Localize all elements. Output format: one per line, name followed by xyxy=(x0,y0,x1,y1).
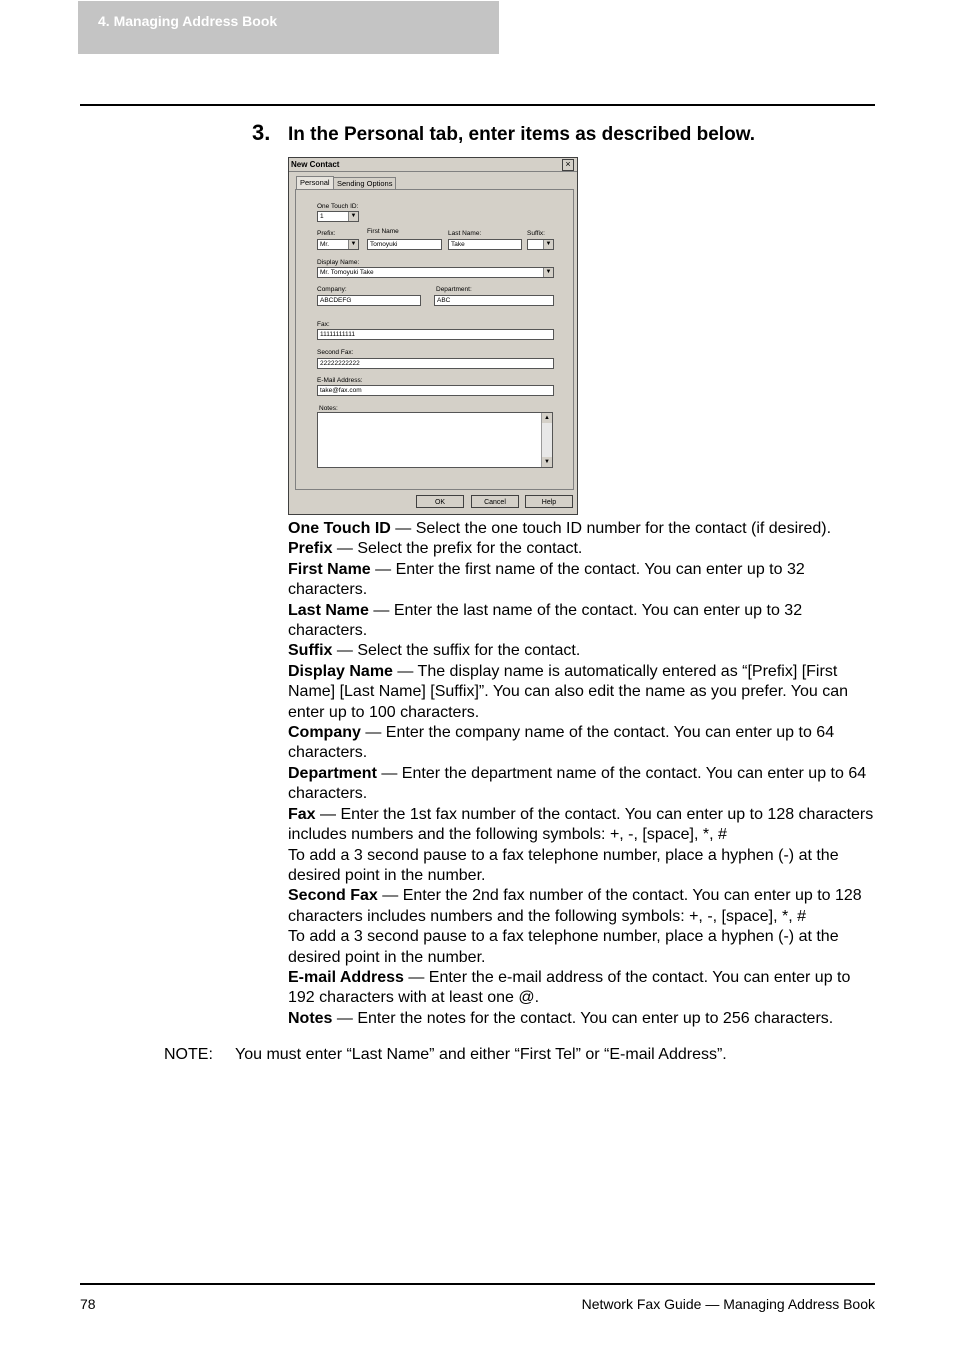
first-name-field[interactable]: Tomoyuki xyxy=(367,239,442,250)
department-field[interactable]: ABC xyxy=(434,295,554,306)
display-name-select[interactable] xyxy=(317,267,554,278)
suffix-label: Suffix: xyxy=(527,230,545,237)
desc-prefix: Prefix — Select the prefix for the contact. xyxy=(288,540,583,558)
desc-suffix: Suffix — Select the suffix for the contact. xyxy=(288,642,581,660)
footer-title: Network Fax Guide — Managing Address Book xyxy=(581,1296,875,1312)
one-touch-id-label: One Touch ID: xyxy=(317,203,359,210)
company-field[interactable]: ABCDEFG xyxy=(317,295,421,306)
desc-one-touch-id: One Touch ID — Select the one touch ID number for the contact (if desired). xyxy=(288,520,832,537)
second-fax-field[interactable]: 22222222222 xyxy=(317,358,554,369)
close-icon[interactable]: × xyxy=(562,159,574,171)
display-name-value: Mr. Tomoyuki Take xyxy=(320,269,374,276)
page-number: 78 xyxy=(80,1296,96,1312)
scroll-down-icon[interactable]: ▼ xyxy=(542,457,552,467)
last-name-label: Last Name: xyxy=(448,230,482,237)
ok-button[interactable]: OK xyxy=(416,495,464,508)
dialog-title: New Contact xyxy=(291,160,340,169)
last-name-field[interactable]: Take xyxy=(448,239,522,250)
help-button[interactable]: Help xyxy=(525,495,573,508)
chevron-down-icon[interactable]: ▼ xyxy=(348,212,358,221)
notes-label: Notes: xyxy=(319,405,338,412)
cancel-button[interactable]: Cancel xyxy=(471,495,519,508)
one-touch-id-value: 1 xyxy=(320,213,324,220)
new-contact-dialog xyxy=(288,157,578,515)
desc-second-fax: Second Fax — Enter the 2nd fax number of the contact. You can enter up to 128 characters includes numbers and the following symbols: +, -, [space], *, # xyxy=(288,887,862,925)
fax-label: Fax: xyxy=(317,321,330,328)
tab-personal[interactable]: Personal xyxy=(296,176,334,191)
desc-last-name: Last Name — Enter the last name of the contact. You can enter up to 32 characters. xyxy=(288,601,803,640)
note-text: You must enter “Last Name” and either “First Tel” or “E-mail Address”. xyxy=(235,1046,727,1063)
desc-display-name: Display Name — The display name is automatically entered as “[Prefix] [First Name] [Last Name] [Suffix]”. You can also edit the name as you prefer. You can enter up to 100 characters. xyxy=(288,662,849,721)
company-label: Company: xyxy=(317,286,347,293)
notes-textarea[interactable] xyxy=(317,412,553,468)
section-title: 4. Managing Address Book xyxy=(98,13,278,29)
field-descriptions xyxy=(288,519,878,1029)
one-touch-id-select[interactable] xyxy=(317,211,359,222)
first-name-label: First Name xyxy=(367,228,399,235)
email-label: E-Mail Address: xyxy=(317,377,363,384)
display-name-label: Display Name: xyxy=(317,259,360,266)
footer-rule xyxy=(80,1283,875,1285)
step-heading: In the Personal tab, enter items as described below. xyxy=(288,124,756,145)
scroll-up-icon[interactable]: ▲ xyxy=(542,413,552,423)
chevron-down-icon[interactable]: ▼ xyxy=(348,240,358,249)
section-header-tab xyxy=(78,1,499,54)
desc-email: E-mail Address — Enter the e-mail address of the contact. You can enter up to 192 characters with at least one @. xyxy=(288,968,851,1007)
tab-sending-options[interactable]: Sending Options xyxy=(333,177,396,190)
desc-fax-pause: To add a 3 second pause to a fax telephone number, place a hyphen (-) at the desired point in the number. xyxy=(288,846,839,884)
top-rule xyxy=(80,104,875,106)
desc-second-fax-pause: To add a 3 second pause to a fax telephone number, place a hyphen (-) at the desired point in the number. xyxy=(288,928,839,966)
step-number: 3. xyxy=(252,120,271,145)
desc-department: Department — Enter the department name of the contact. You can enter up to 64 characters. xyxy=(288,764,867,803)
chevron-down-icon[interactable]: ▼ xyxy=(543,240,553,249)
second-fax-label: Second Fax: xyxy=(317,349,354,356)
email-field[interactable]: take@fax.com xyxy=(317,385,554,396)
prefix-select[interactable] xyxy=(317,239,359,250)
chevron-down-icon[interactable]: ▼ xyxy=(543,268,553,277)
desc-fax: Fax — Enter the 1st fax number of the contact. You can enter up to 128 characters includes numbers and the following symbols: +, -, [space], *, # xyxy=(288,805,874,844)
prefix-value: Mr. xyxy=(320,241,330,248)
desc-company: Company — Enter the company name of the contact. You can enter up to 64 characters. xyxy=(288,724,835,762)
department-label: Department: xyxy=(436,286,472,293)
notes-scrollbar[interactable] xyxy=(541,413,552,467)
desc-notes: Notes — Enter the notes for the contact. You can enter up to 256 characters. xyxy=(288,1009,834,1027)
dialog-titlebar xyxy=(289,158,577,172)
fax-field[interactable]: 11111111111 xyxy=(317,329,554,340)
suffix-select[interactable] xyxy=(527,239,554,250)
desc-first-name: First Name — Enter the first name of the contact. You can enter up to 32 characters. xyxy=(288,560,805,599)
prefix-label: Prefix: xyxy=(317,230,336,237)
note-label: NOTE: xyxy=(164,1046,213,1063)
